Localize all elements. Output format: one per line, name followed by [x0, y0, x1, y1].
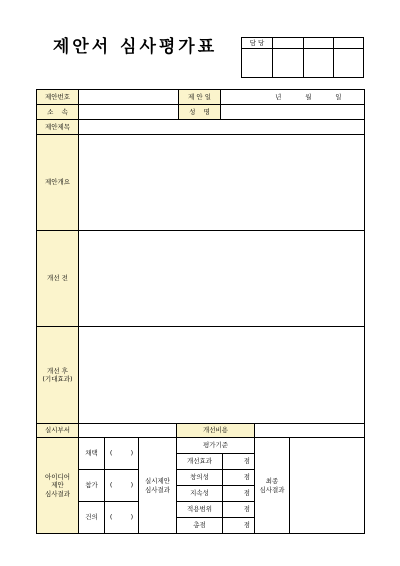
final-result-line1: 최종 [265, 477, 279, 486]
department-label: 소 속 [37, 105, 79, 120]
final-result-field[interactable] [290, 438, 365, 534]
final-result-line2: 심사결과 [259, 485, 285, 494]
criteria-header: 평가기준 [177, 438, 255, 454]
suggest-field[interactable] [105, 502, 139, 534]
after-label-line1: 개선 후 [47, 366, 68, 375]
idea-result-line3: 심사결과 [44, 489, 71, 498]
approval-sign-cell[interactable] [242, 49, 273, 78]
proposal-title-field[interactable] [79, 120, 365, 135]
paren-close: ) [130, 481, 134, 490]
improvement-cost-label: 개선비용 [177, 424, 255, 438]
approval-sign-cell[interactable] [334, 49, 364, 78]
suggest-label: 건의 [79, 502, 105, 534]
day-unit: 일 [335, 92, 342, 101]
idea-result-line1: 아이디어 [44, 473, 71, 482]
criteria-label: 개선효과 [177, 454, 223, 470]
before-label: 개선 전 [37, 231, 79, 327]
evaluation-table [36, 423, 365, 534]
name-field[interactable] [221, 105, 365, 120]
score-unit: 점 [243, 489, 251, 498]
proposal-title-label: 제안제목 [37, 120, 79, 135]
idea-result-label [37, 438, 79, 534]
before-field[interactable] [79, 231, 365, 327]
proposal-form-table [36, 89, 365, 424]
paren-close: ) [130, 513, 134, 522]
approval-sign-cell[interactable] [273, 49, 304, 78]
paren-open: ( [109, 481, 113, 490]
paren-open: ( [109, 449, 113, 458]
after-label [37, 327, 79, 424]
exec-dept-field[interactable] [79, 424, 177, 438]
exec-result-label [139, 438, 177, 534]
score-unit: 점 [243, 457, 251, 466]
criteria-score[interactable] [223, 454, 255, 470]
adopt-label: 채택 [79, 438, 105, 470]
approval-sign-cell[interactable] [304, 49, 334, 78]
score-unit: 점 [243, 505, 251, 514]
after-field[interactable] [79, 327, 365, 424]
proposal-summary-field[interactable] [79, 135, 365, 231]
approval-box [241, 37, 364, 78]
proposal-no-label: 제안번호 [37, 90, 79, 105]
criteria-score[interactable] [223, 518, 255, 534]
participate-field[interactable] [105, 470, 139, 502]
improvement-cost-field[interactable] [255, 424, 365, 438]
paren-close: ) [130, 449, 134, 458]
name-label: 성 명 [179, 105, 221, 120]
proposal-no-field[interactable] [79, 90, 179, 105]
after-label-line2: (기대효과) [42, 375, 73, 383]
criteria-label: 창의성 [177, 470, 223, 486]
department-field[interactable] [79, 105, 179, 120]
final-result-label [255, 438, 290, 534]
proposal-date-label: 제 안 일 [179, 90, 221, 105]
month-unit: 월 [305, 92, 312, 101]
page-title: 제안서 심사평가표 [52, 37, 218, 57]
proposal-summary-label: 제안개요 [37, 135, 79, 231]
adopt-field[interactable] [105, 438, 139, 470]
criteria-label: 총점 [177, 518, 223, 534]
score-unit: 점 [243, 521, 251, 530]
paren-open: ( [109, 513, 113, 522]
proposal-date-field[interactable] [221, 90, 365, 105]
idea-result-line2: 제안 [51, 481, 64, 490]
criteria-label: 적용범위 [177, 502, 223, 518]
exec-result-line2: 심사결과 [144, 485, 171, 494]
participate-label: 참가 [79, 470, 105, 502]
criteria-score[interactable] [223, 486, 255, 502]
score-unit: 점 [243, 473, 251, 482]
approval-header-cell [334, 38, 364, 49]
criteria-score[interactable] [223, 470, 255, 486]
year-unit: 년 [275, 92, 282, 101]
criteria-score[interactable] [223, 502, 255, 518]
exec-result-line1: 실시제안 [144, 477, 171, 486]
approval-header-cell [273, 38, 304, 49]
criteria-label: 지속성 [177, 486, 223, 502]
exec-dept-label: 실시부서 [37, 424, 79, 438]
approval-label: 담 당 [242, 38, 273, 49]
approval-header-cell [304, 38, 334, 49]
